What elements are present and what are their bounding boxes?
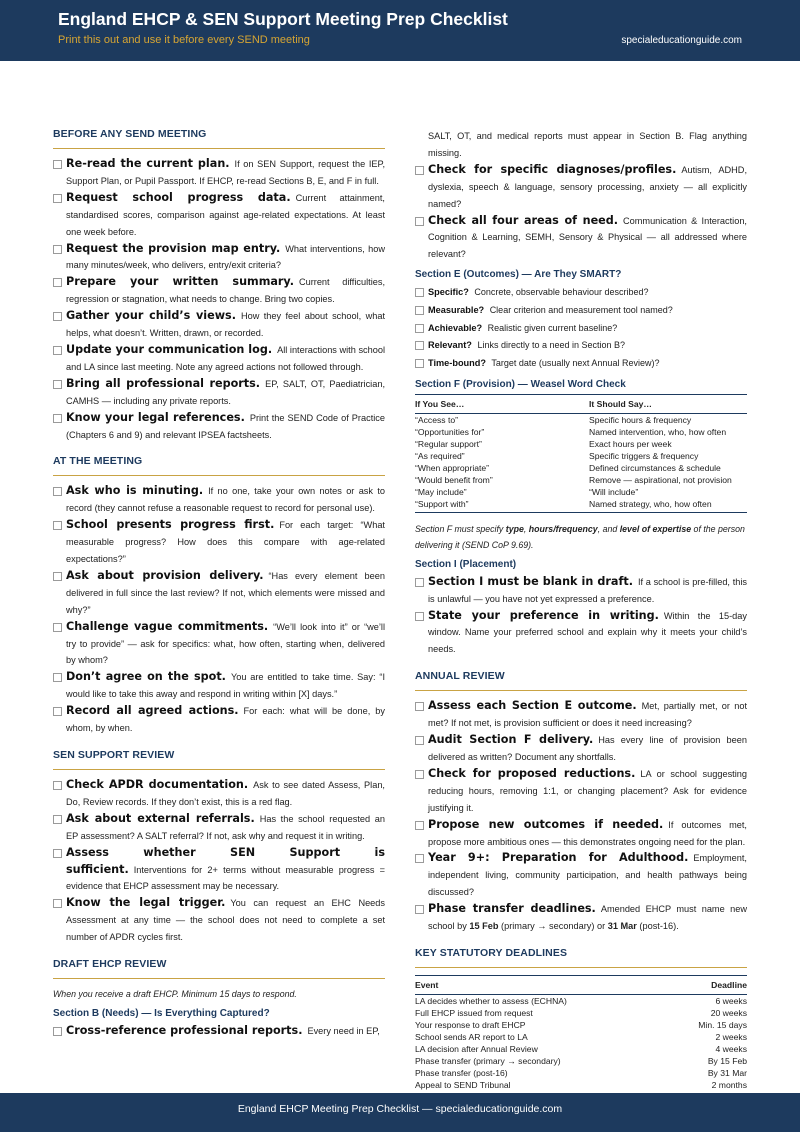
table-row: [415, 450, 747, 462]
item-text: For each target: “What measurable progress? How does this compare with age-related expectations?”: [66, 520, 385, 565]
section-deadlines-title: KEY STATUTORY DEADLINES: [415, 943, 747, 968]
table-cell: By 31 Mar: [707, 1067, 747, 1078]
table-cell: Named intervention, who, how often: [589, 426, 727, 437]
item-text: Clear criterion and measurement tool named?: [489, 304, 673, 315]
item-text: Has every line of provision been delivered as written? Document any shortfalls.: [428, 735, 747, 763]
item-lead: Don’t agree on the spot.: [66, 670, 226, 684]
section-i-title: Section I (Placement): [415, 558, 517, 570]
column-header: Event: [415, 979, 439, 990]
item-text: “Has every element been delivered in full since the last review? If not, which elements were missed and why?”: [66, 570, 385, 615]
table-row: [415, 1067, 747, 1079]
checklist-item: [53, 669, 385, 703]
item-lead: Check all four areas of need.: [428, 213, 619, 227]
item-lead: Achievable?: [428, 322, 483, 333]
table-cell: 4 weeks: [715, 1043, 747, 1054]
checklist-item: [415, 320, 747, 338]
section-meeting-title: AT THE MEETING: [53, 451, 385, 476]
item-lead: Request school progress data.: [66, 190, 291, 204]
checkbox[interactable]: [53, 815, 62, 824]
table-cell: Remove — aspirational, not provision: [589, 474, 732, 485]
table-cell: “Opportunities for”: [415, 426, 485, 437]
item-lead: Specific?: [428, 287, 469, 298]
table-cell: Defined circumstances & schedule: [589, 462, 721, 473]
checklist-item: [53, 342, 385, 376]
table-cell: Exact hours per week: [589, 438, 672, 449]
item-lead: Cross-reference professional reports.: [66, 1024, 303, 1038]
checklist-item: [415, 698, 747, 732]
weasel-word-table: [415, 394, 747, 513]
checkbox[interactable]: [53, 380, 62, 389]
page-subtitle: Print this out and use it before every SEND meeting: [58, 34, 310, 46]
item-text: If no one, take your own notes or ask to record (they cannot refuse a reasonable request to record for personal use).: [66, 486, 385, 514]
table-row: [415, 498, 747, 510]
item-text: If a school is pre-filled, this is unlawful — you have not yet expressed a preference.: [428, 576, 747, 604]
checkbox[interactable]: [415, 736, 424, 745]
checkbox[interactable]: [53, 160, 62, 169]
item-lead: Record all agreed actions.: [66, 704, 239, 718]
checklist-item: [415, 608, 747, 659]
item-text: You can request an EHC Needs Assessment at any time — the school does not need to complete a set number of APDR cycles first.: [66, 898, 385, 943]
item-lead: Ask about external referrals.: [66, 811, 255, 825]
checklist-item: [53, 703, 385, 737]
checkbox[interactable]: [53, 414, 62, 423]
meeting-checklist: [53, 483, 385, 737]
table-rule: [415, 512, 747, 513]
section-e-title: Section E (Outcomes) — Are They SMART?: [415, 269, 622, 281]
checklist-item: [415, 337, 747, 355]
item-lead: Assess each Section E outcome.: [428, 699, 637, 713]
table-cell: Full EHCP issued from request: [415, 1007, 533, 1018]
table-cell: Min. 15 days: [698, 1019, 747, 1030]
checkbox[interactable]: [415, 341, 424, 350]
checkbox[interactable]: [415, 702, 424, 711]
checkbox[interactable]: [53, 194, 62, 203]
checkbox[interactable]: [415, 359, 424, 368]
checklist-item: [53, 895, 385, 946]
checklist-item-continued: [415, 128, 747, 162]
table-row: [415, 474, 747, 486]
checklist-item: [53, 619, 385, 670]
item-text: Current attainment, standardised scores, comparison against age-related expectations. At least one week before.: [66, 192, 385, 237]
item-lead: Section I must be blank in draft.: [428, 574, 633, 588]
item-lead: Audit Section F delivery.: [428, 733, 594, 747]
table-row: [415, 1031, 747, 1043]
item-text: All interactions with school and LA since last meeting. Note any agreed actions not followed through.: [66, 344, 386, 372]
table-cell: Named strategy, who, how often: [589, 498, 712, 509]
section-annual-title: ANNUAL REVIEW: [415, 666, 747, 691]
checklist-item: [53, 376, 385, 410]
checkbox[interactable]: [415, 612, 424, 621]
section-before-title: BEFORE ANY SEND MEETING: [53, 124, 385, 149]
item-lead: Ask about provision delivery.: [66, 568, 264, 582]
checklist-item: [53, 811, 385, 845]
column-header: It Should Say…: [589, 398, 653, 409]
item-lead: State your preference in writing.: [428, 608, 659, 622]
table-cell: Phase transfer (post-16): [415, 1067, 508, 1078]
item-lead: Ask who is minuting.: [66, 484, 204, 498]
table-row: [415, 438, 747, 450]
checklist-item: [53, 517, 385, 568]
item-text: You are entitled to take time. Say: “I would like to take this away and respond in writing within [X] days.”: [66, 672, 385, 700]
table-row: [415, 995, 747, 1007]
checkbox[interactable]: [53, 899, 62, 908]
table-cell: Specific triggers & frequency: [589, 450, 699, 461]
checkbox[interactable]: [415, 821, 424, 830]
item-lead: Prepare your written summary.: [66, 275, 294, 289]
checklist-item: [53, 568, 385, 619]
checklist-item: [415, 355, 747, 373]
checklist-item: [53, 777, 385, 811]
table-cell: “Access to”: [415, 414, 458, 425]
item-lead: Check for specific diagnoses/profiles.: [428, 162, 677, 176]
table-cell: 2 months: [711, 1079, 747, 1090]
checkbox[interactable]: [53, 781, 62, 790]
checkbox[interactable]: [53, 849, 62, 858]
before-checklist: [53, 156, 385, 443]
item-text: Employment, independent living, community participation, and health pathways being discussed?: [428, 853, 747, 898]
table-row: [415, 426, 747, 438]
table-cell: “May include”: [415, 486, 467, 497]
checkbox[interactable]: [415, 324, 424, 333]
item-lead: Know your legal references.: [66, 410, 245, 424]
table-cell: Your response to draft EHCP: [415, 1019, 526, 1030]
item-lead: Year 9+: Preparation for Adulthood.: [428, 851, 689, 865]
checkbox[interactable]: [53, 278, 62, 287]
checklist-item: [415, 732, 747, 766]
checkbox[interactable]: [53, 707, 62, 716]
table-cell: Specific hours & frequency: [589, 414, 692, 425]
table-cell: School sends AR report to LA: [415, 1031, 528, 1042]
item-text: Interventions for 2+ terms without measurable progress = evidence that EHCP assessment may be necessary.: [66, 864, 385, 892]
item-text: Concrete, observable behaviour described?: [474, 287, 649, 298]
checklist-item: [415, 817, 747, 851]
item-text: Print the SEND Code of Practice (Chapters 6 and 9) and relevant IPSEA factsheets.: [66, 412, 385, 440]
checklist-item: [53, 410, 385, 444]
item-lead: Phase transfer deadlines.: [428, 902, 596, 916]
item-text: Within the 15-day window. Name your preferred school and explain why it meets your child’s needs.: [428, 610, 747, 655]
item-lead: Challenge vague commitments.: [66, 619, 269, 633]
item-text: If on SEN Support, request the IEP, Support Plan, or Pupil Passport. If EHCP, re-read Sections B, E, and F in full.: [66, 159, 386, 186]
item-text: Ask to see dated Assess, Plan, Do, Review records. If they don’t exist, this is a red flag.: [66, 780, 385, 807]
item-lead: Time-bound?: [428, 358, 487, 369]
table-cell: LA decides whether to assess (ECHNA): [415, 995, 567, 1006]
checkbox[interactable]: [53, 521, 62, 530]
page-header: [0, 0, 800, 61]
item-lead: Check for proposed reductions.: [428, 766, 636, 780]
checklist-item: [53, 845, 385, 896]
table-row: [415, 1043, 747, 1055]
right-column: [415, 128, 747, 1094]
table-cell: “Would benefit from”: [415, 474, 493, 485]
section-b-title: Section B (Needs) — Is Everything Captured?: [53, 1008, 270, 1020]
item-lead: School presents progress first.: [66, 518, 275, 532]
sen-checklist: [53, 777, 385, 946]
checklist-item: [415, 284, 747, 302]
checklist-item: [53, 241, 385, 275]
item-text: For each: what will be done, by whom, by when.: [66, 706, 386, 734]
left-column: [53, 124, 385, 1040]
item-text: Links directly to a need in Section B?: [477, 340, 626, 351]
table-cell: Phase transfer (primary → secondary): [415, 1055, 561, 1066]
table-row: [415, 414, 747, 426]
item-lead: Update your communication log.: [66, 342, 273, 356]
section-f-note: Section F must specify type, hours/frequency, and level of expertise of the person delivering it (SEND CoP 9.69).: [415, 523, 745, 550]
deadlines-table: [415, 975, 747, 1094]
checkbox[interactable]: [415, 770, 424, 779]
table-row: [415, 1079, 747, 1091]
checklist-item: [53, 274, 385, 308]
item-text: “We’ll look into it” or “we’ll try to provide” — ask for specifics: what, how often, starting when, delivered by whom?: [66, 621, 386, 666]
item-text: LA or school suggesting reducing hours, removing 1:1, or changing placement? Ask for evidence justifying it.: [428, 768, 747, 813]
section-sen-title: SEN SUPPORT REVIEW: [53, 745, 385, 770]
item-text: If outcomes met, propose more ambitious ones — this demonstrates ongoing need for the plan.: [428, 819, 747, 847]
item-lead: Re-read the current plan.: [66, 157, 230, 170]
checklist-item: [415, 162, 747, 213]
table-row: [415, 1007, 747, 1019]
table-row: [415, 486, 747, 498]
checklist-item: [53, 156, 385, 190]
item-text: SALT, OT, and medical reports must appear in Section B. Flag anything missing.: [428, 131, 747, 158]
table-cell: 20 weeks: [710, 1007, 747, 1018]
column-header: If You See…: [415, 398, 465, 409]
table-cell: “Regular support”: [415, 438, 482, 449]
item-lead: Request the provision map entry.: [66, 241, 281, 255]
table-cell: 6 weeks: [715, 995, 747, 1006]
checklist-item: [415, 850, 747, 901]
item-text: Realistic given current baseline?: [487, 322, 618, 333]
page-footer: England EHCP Meeting Prep Checklist — specialeducationguide.com: [0, 1093, 800, 1132]
item-text: Target date (usually next Annual Review)?: [491, 358, 660, 369]
item-lead: Propose new outcomes if needed.: [428, 817, 664, 831]
checkbox[interactable]: [415, 166, 424, 175]
checkbox[interactable]: [415, 905, 424, 914]
table-cell: By 15 Feb: [707, 1055, 747, 1066]
checkbox[interactable]: [53, 572, 62, 581]
checklist-item: Phase transfer deadlines. Amended EHCP must name new school by 15 Feb (primary → secondary) or 31 Mar (post-16).: [415, 901, 747, 935]
item-text: Every need in EP,: [307, 1026, 380, 1037]
checklist-item: [415, 766, 747, 817]
checkbox[interactable]: [53, 346, 62, 355]
table-cell: LA decision after Annual Review: [415, 1043, 538, 1054]
checkbox[interactable]: [53, 245, 62, 254]
item-text: Communication & Interaction, Cognition & Learning, SEMH, Sensory & Physical — all addressed where relevant?: [428, 215, 747, 260]
page-title: England EHCP & SEN Support Meeting Prep Checklist: [58, 9, 508, 29]
table-cell: “As required”: [415, 450, 465, 461]
draft-note: When you receive a draft EHCP. Minimum 15 days to respond.: [53, 989, 297, 1000]
table-cell: “Support with”: [415, 498, 469, 509]
checklist-item: [415, 302, 747, 320]
checkbox[interactable]: [53, 487, 62, 496]
item-text: Has the school requested an EP assessment? A SALT referral? If not, ask why and request it in writing.: [66, 813, 385, 841]
checkbox[interactable]: [415, 854, 424, 863]
table-cell: 2 weeks: [715, 1031, 747, 1042]
table-cell: “Will include”: [589, 486, 639, 497]
checklist-item: [53, 1023, 385, 1040]
checkbox[interactable]: [415, 288, 424, 297]
table-header: [415, 975, 747, 995]
checklist-item: [53, 190, 385, 241]
item-lead: Measurable?: [428, 304, 485, 315]
item-text: EP, SALT, OT, Paediatrician, CAMHS — including any private reports.: [66, 378, 385, 406]
site-url: specialeducationguide.com: [621, 35, 742, 46]
checklist-item: [53, 308, 385, 342]
checklist-item: [415, 574, 747, 608]
checkbox[interactable]: [53, 312, 62, 321]
table-header: [415, 394, 747, 414]
table-cell: Appeal to SEND Tribunal: [415, 1079, 511, 1090]
checkbox[interactable]: [415, 578, 424, 587]
item-text: How they feel about school, what helps, what doesn’t. Written, drawn, or recorded.: [66, 311, 385, 339]
table-row: [415, 462, 747, 474]
checkbox[interactable]: [53, 673, 62, 682]
checklist-item: [415, 213, 747, 264]
checkbox[interactable]: [53, 623, 62, 632]
checkbox[interactable]: [415, 306, 424, 315]
item-lead: Bring all professional reports.: [66, 376, 261, 390]
item-text: Current difficulties, regression or stagnation, what needs to change. Bring two copies.: [66, 277, 385, 305]
item-lead: Gather your child’s views.: [66, 309, 236, 323]
checkbox[interactable]: [415, 217, 424, 226]
item-lead: Check APDR documentation.: [66, 778, 249, 791]
item-text: What interventions, how many minutes/week, who delivers, entry/exit criteria?: [66, 243, 385, 271]
item-text: Autism, ADHD, dyslexia, speech & language, sensory processing, anxiety — all explicitly named?: [428, 164, 747, 209]
section-draft-title: DRAFT EHCP REVIEW: [53, 954, 385, 979]
table-row: [415, 1019, 747, 1031]
table-cell: “When appropriate”: [415, 462, 490, 473]
item-lead: Assess whether SEN Support is sufficient.: [66, 845, 385, 876]
table-row: [415, 1055, 747, 1067]
checklist-item: [53, 483, 385, 517]
item-lead: Relevant?: [428, 340, 472, 351]
item-text: Met, partially met, or not met? If not met, is provision sufficient or does it need increasing?: [428, 701, 747, 729]
checkbox[interactable]: [53, 1027, 62, 1036]
column-header: Deadline: [711, 979, 747, 990]
section-f-title: Section F (Provision) — Weasel Word Check: [415, 378, 626, 390]
item-lead: Know the legal trigger.: [66, 896, 226, 910]
